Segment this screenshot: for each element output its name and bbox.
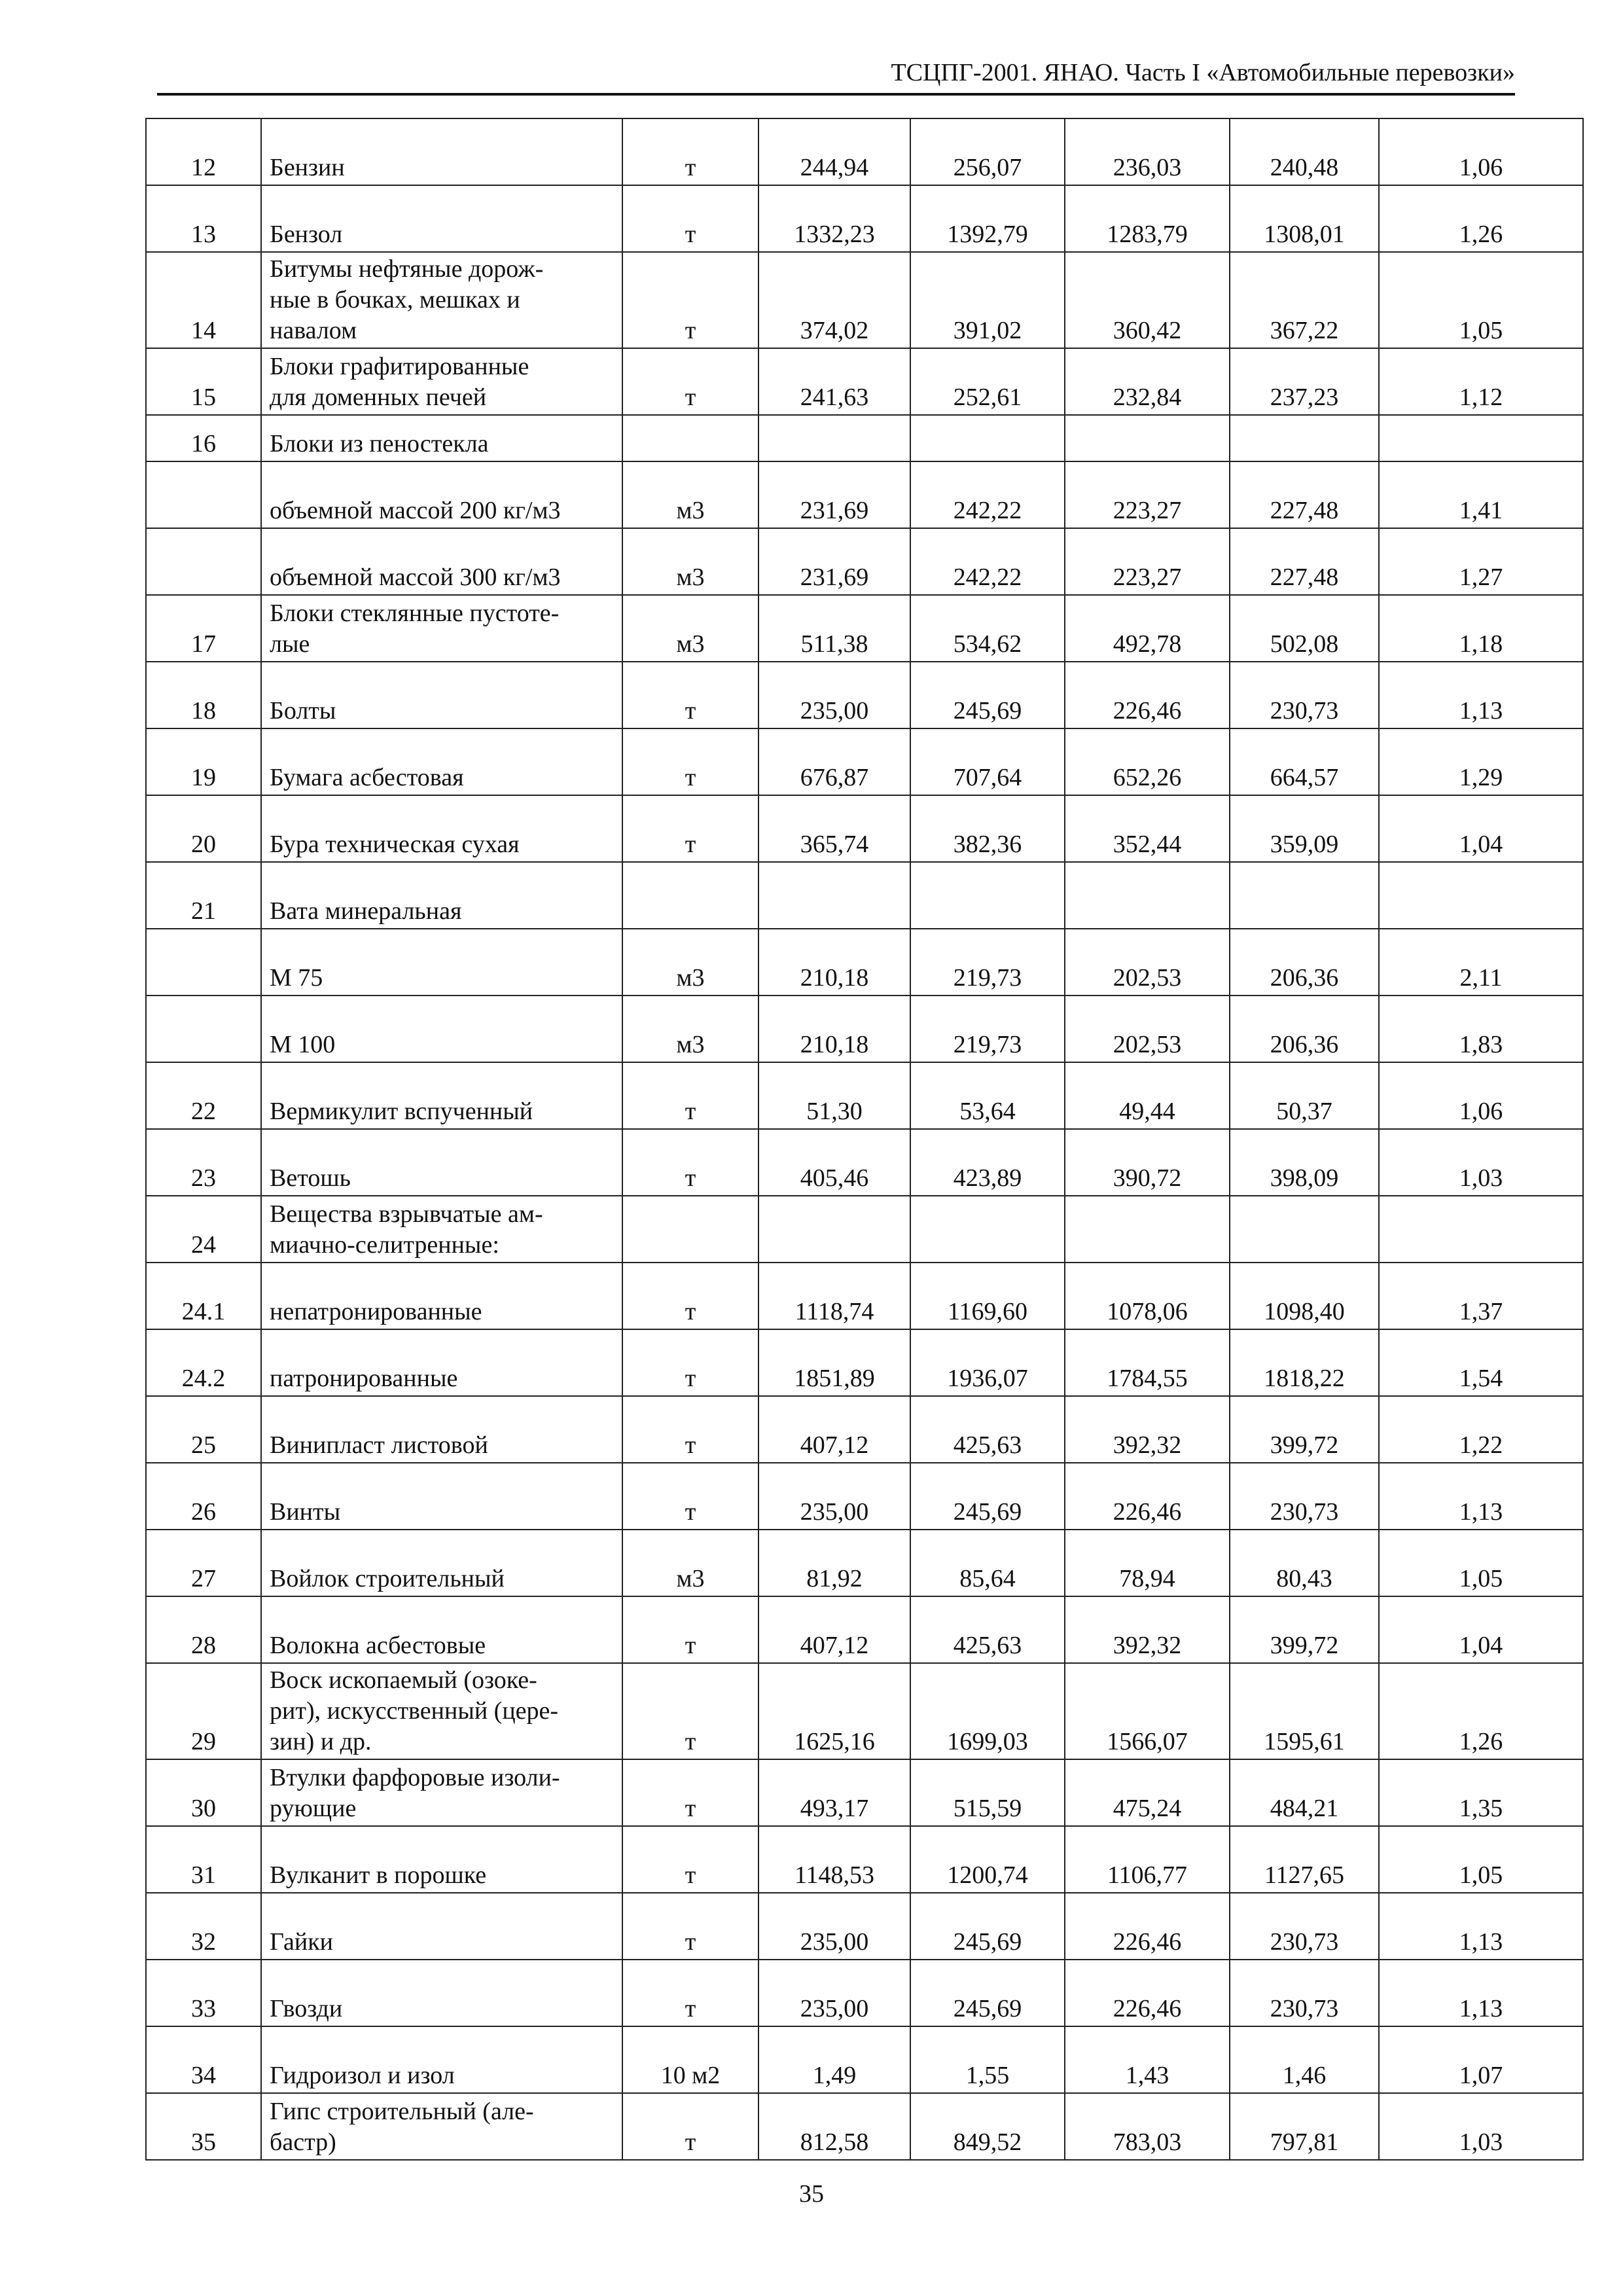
- row-number: 29: [146, 1663, 261, 1759]
- row-number: 34: [146, 2026, 261, 2093]
- value-col-2: 391,02: [910, 252, 1065, 348]
- coefficient: 1,22: [1379, 1396, 1583, 1463]
- table-row: [146, 862, 1583, 929]
- value-col-3: 1106,77: [1065, 1826, 1230, 1893]
- table-row: [146, 1062, 1583, 1129]
- row-number: 22: [146, 1062, 261, 1129]
- row-number: 16: [146, 415, 261, 461]
- material-name: Вулканит в порошке: [261, 1826, 622, 1893]
- coefficient: 1,37: [1379, 1263, 1583, 1329]
- row-number: 26: [146, 1463, 261, 1530]
- value-col-2: 423,89: [910, 1129, 1065, 1196]
- row-number: 32: [146, 1893, 261, 1960]
- row-number: [146, 929, 261, 996]
- value-col-3: 202,53: [1065, 996, 1230, 1062]
- material-name: М 75: [261, 929, 622, 996]
- value-col-4: 230,73: [1230, 662, 1379, 728]
- value-col-3: 1784,55: [1065, 1329, 1230, 1396]
- running-header: ТСЦПГ-2001. ЯНАО. Часть I «Автомобильные перевозки»: [157, 58, 1515, 96]
- coefficient: 1,04: [1379, 1596, 1583, 1663]
- unit-of-measure: т: [622, 1329, 758, 1396]
- value-col-1: 235,00: [758, 1960, 910, 2026]
- value-col-4: 1308,01: [1230, 185, 1379, 252]
- value-col-3: 236,03: [1065, 118, 1230, 185]
- coefficient: 2,11: [1379, 929, 1583, 996]
- value-col-4: 399,72: [1230, 1396, 1379, 1463]
- material-name: Блоки из пеностекла: [261, 415, 622, 461]
- value-col-4: 237,23: [1230, 348, 1379, 415]
- value-col-3: [1065, 862, 1230, 929]
- table-row: [146, 1893, 1583, 1960]
- value-col-2: 53,64: [910, 1062, 1065, 1129]
- row-number: 17: [146, 595, 261, 662]
- material-name: Вата минеральная: [261, 862, 622, 929]
- unit-of-measure: т: [622, 348, 758, 415]
- material-name: Бензин: [261, 118, 622, 185]
- unit-of-measure: т: [622, 662, 758, 728]
- value-col-1: 231,69: [758, 528, 910, 595]
- value-col-2: 382,36: [910, 795, 1065, 862]
- value-col-2: 1200,74: [910, 1826, 1065, 1893]
- material-name: Гайки: [261, 1893, 622, 1960]
- row-number: 20: [146, 795, 261, 862]
- table-row: [146, 185, 1583, 252]
- value-col-4: 206,36: [1230, 929, 1379, 996]
- value-col-3: 392,32: [1065, 1596, 1230, 1663]
- coefficient: 1,05: [1379, 252, 1583, 348]
- value-col-4: 484,21: [1230, 1759, 1379, 1826]
- table-row: [146, 662, 1583, 728]
- row-number: 24: [146, 1196, 261, 1263]
- unit-of-measure: т: [622, 1062, 758, 1129]
- table-row: [146, 1663, 1583, 1759]
- table-row: [146, 996, 1583, 1062]
- value-col-2: 1,55: [910, 2026, 1065, 2093]
- value-col-4: 1127,65: [1230, 1826, 1379, 1893]
- material-name: Болты: [261, 662, 622, 728]
- coefficient: 1,13: [1379, 662, 1583, 728]
- unit-of-measure: т: [622, 1129, 758, 1196]
- table-row: [146, 1596, 1583, 1663]
- coefficient: 1,13: [1379, 1893, 1583, 1960]
- unit-of-measure: [622, 1196, 758, 1263]
- value-col-1: 235,00: [758, 1463, 910, 1530]
- value-col-3: 202,53: [1065, 929, 1230, 996]
- value-col-1: 1851,89: [758, 1329, 910, 1396]
- table-row: [146, 1826, 1583, 1893]
- material-name: Вермикулит вспученный: [261, 1062, 622, 1129]
- coefficient: 1,12: [1379, 348, 1583, 415]
- value-col-4: 398,09: [1230, 1129, 1379, 1196]
- coefficient: 1,13: [1379, 1463, 1583, 1530]
- value-col-4: 230,73: [1230, 1960, 1379, 2026]
- value-col-2: 219,73: [910, 929, 1065, 996]
- coefficient: 1,04: [1379, 795, 1583, 862]
- table-row: [146, 1263, 1583, 1329]
- table-row: [146, 1196, 1583, 1263]
- material-name: Блоки стеклянные пустоте- лые: [261, 595, 622, 662]
- unit-of-measure: т: [622, 1263, 758, 1329]
- value-col-2: 425,63: [910, 1596, 1065, 1663]
- value-col-2: 1392,79: [910, 185, 1065, 252]
- value-col-2: 256,07: [910, 118, 1065, 185]
- table-body: [146, 118, 1583, 2160]
- value-col-1: 407,12: [758, 1396, 910, 1463]
- value-col-2: 425,63: [910, 1396, 1065, 1463]
- value-col-1: 1118,74: [758, 1263, 910, 1329]
- row-number: 31: [146, 1826, 261, 1893]
- row-number: 30: [146, 1759, 261, 1826]
- value-col-1: 493,17: [758, 1759, 910, 1826]
- value-col-4: 227,48: [1230, 461, 1379, 528]
- coefficient: 1,35: [1379, 1759, 1583, 1826]
- value-col-4: 1098,40: [1230, 1263, 1379, 1329]
- table-row: [146, 118, 1583, 185]
- value-col-4: 240,48: [1230, 118, 1379, 185]
- value-col-1: 511,38: [758, 595, 910, 662]
- table-row: [146, 1960, 1583, 2026]
- unit-of-measure: м3: [622, 929, 758, 996]
- coefficient: 1,06: [1379, 1062, 1583, 1129]
- material-name: Вещества взрывчатые ам- миачно-селитренные:: [261, 1196, 622, 1263]
- material-name: Бензол: [261, 185, 622, 252]
- value-col-2: 515,59: [910, 1759, 1065, 1826]
- value-col-2: 245,69: [910, 1893, 1065, 1960]
- value-col-1: 1625,16: [758, 1663, 910, 1759]
- table-row: [146, 1463, 1583, 1530]
- value-col-2: 242,22: [910, 528, 1065, 595]
- table-row: [146, 2026, 1583, 2093]
- value-col-1: 1148,53: [758, 1826, 910, 1893]
- unit-of-measure: т: [622, 252, 758, 348]
- row-number: 28: [146, 1596, 261, 1663]
- row-number: [146, 528, 261, 595]
- table-row: [146, 252, 1583, 348]
- value-col-3: [1065, 415, 1230, 461]
- material-name: Винты: [261, 1463, 622, 1530]
- row-number: 23: [146, 1129, 261, 1196]
- value-col-4: [1230, 415, 1379, 461]
- material-name: объемной массой 200 кг/м3: [261, 461, 622, 528]
- value-col-2: 1936,07: [910, 1329, 1065, 1396]
- value-col-2: 245,69: [910, 1960, 1065, 2026]
- unit-of-measure: т: [622, 1759, 758, 1826]
- value-col-4: 230,73: [1230, 1893, 1379, 1960]
- unit-of-measure: т: [622, 1396, 758, 1463]
- value-col-4: 1595,61: [1230, 1663, 1379, 1759]
- row-number: 24.2: [146, 1329, 261, 1396]
- value-col-4: 797,81: [1230, 2093, 1379, 2160]
- table-row: [146, 1396, 1583, 1463]
- coefficient: [1379, 415, 1583, 461]
- value-col-4: 1818,22: [1230, 1329, 1379, 1396]
- value-col-1: 365,74: [758, 795, 910, 862]
- unit-of-measure: т: [622, 1960, 758, 2026]
- row-number: 33: [146, 1960, 261, 2026]
- coefficient: 1,03: [1379, 2093, 1583, 2160]
- material-name: Винипласт листовой: [261, 1396, 622, 1463]
- coefficient: 1,03: [1379, 1129, 1583, 1196]
- material-name: патронированные: [261, 1329, 622, 1396]
- value-col-3: 392,32: [1065, 1396, 1230, 1463]
- unit-of-measure: [622, 415, 758, 461]
- table-row: [146, 415, 1583, 461]
- unit-of-measure: т: [622, 1663, 758, 1759]
- table-row: [146, 1759, 1583, 1826]
- value-col-3: 223,27: [1065, 528, 1230, 595]
- table-row: [146, 929, 1583, 996]
- row-number: 24.1: [146, 1263, 261, 1329]
- value-col-4: 664,57: [1230, 728, 1379, 795]
- material-name: Волокна асбестовые: [261, 1596, 622, 1663]
- value-col-1: 235,00: [758, 662, 910, 728]
- coefficient: 1,07: [1379, 2026, 1583, 2093]
- value-col-3: 1566,07: [1065, 1663, 1230, 1759]
- coefficient: 1,41: [1379, 461, 1583, 528]
- unit-of-measure: т: [622, 1893, 758, 1960]
- value-col-3: 1283,79: [1065, 185, 1230, 252]
- value-col-1: [758, 415, 910, 461]
- coefficient: 1,54: [1379, 1329, 1583, 1396]
- unit-of-measure: т: [622, 118, 758, 185]
- value-col-1: 210,18: [758, 929, 910, 996]
- value-col-3: 360,42: [1065, 252, 1230, 348]
- unit-of-measure: 10 м2: [622, 2026, 758, 2093]
- row-number: [146, 996, 261, 1062]
- row-number: 15: [146, 348, 261, 415]
- material-name: Бумага асбестовая: [261, 728, 622, 795]
- value-col-3: 390,72: [1065, 1129, 1230, 1196]
- unit-of-measure: т: [622, 1826, 758, 1893]
- material-name: Гипс строительный (але- бастр): [261, 2093, 622, 2160]
- value-col-2: 534,62: [910, 595, 1065, 662]
- value-col-3: 226,46: [1065, 662, 1230, 728]
- value-col-3: 226,46: [1065, 1463, 1230, 1530]
- coefficient: 1,18: [1379, 595, 1583, 662]
- value-col-2: 242,22: [910, 461, 1065, 528]
- unit-of-measure: м3: [622, 1530, 758, 1596]
- value-col-4: 227,48: [1230, 528, 1379, 595]
- table-row: [146, 1329, 1583, 1396]
- value-col-1: 235,00: [758, 1893, 910, 1960]
- table-row: [146, 728, 1583, 795]
- table-row: [146, 348, 1583, 415]
- value-col-1: 244,94: [758, 118, 910, 185]
- material-name: Гвозди: [261, 1960, 622, 2026]
- value-col-3: 226,46: [1065, 1893, 1230, 1960]
- value-col-1: 1,49: [758, 2026, 910, 2093]
- value-col-2: 707,64: [910, 728, 1065, 795]
- coefficient: 1,26: [1379, 185, 1583, 252]
- value-col-3: 49,44: [1065, 1062, 1230, 1129]
- material-name: Битумы нефтяные дорож- ные в бочках, мешках и навалом: [261, 252, 622, 348]
- row-number: 19: [146, 728, 261, 795]
- value-col-1: 405,46: [758, 1129, 910, 1196]
- unit-of-measure: т: [622, 2093, 758, 2160]
- value-col-3: 232,84: [1065, 348, 1230, 415]
- value-col-4: [1230, 862, 1379, 929]
- table-row: [146, 1530, 1583, 1596]
- value-col-3: 78,94: [1065, 1530, 1230, 1596]
- coefficient: 1,13: [1379, 1960, 1583, 2026]
- value-col-4: 359,09: [1230, 795, 1379, 862]
- material-name: непатронированные: [261, 1263, 622, 1329]
- unit-of-measure: т: [622, 795, 758, 862]
- value-col-3: 783,03: [1065, 2093, 1230, 2160]
- material-name: Гидроизол и изол: [261, 2026, 622, 2093]
- coefficient: [1379, 1196, 1583, 1263]
- row-number: 35: [146, 2093, 261, 2160]
- unit-of-measure: [622, 862, 758, 929]
- tariff-table: [145, 118, 1584, 2161]
- coefficient: 1,27: [1379, 528, 1583, 595]
- coefficient: 1,06: [1379, 118, 1583, 185]
- unit-of-measure: м3: [622, 461, 758, 528]
- value-col-3: 1078,06: [1065, 1263, 1230, 1329]
- table-row: [146, 528, 1583, 595]
- material-name: Бура техническая сухая: [261, 795, 622, 862]
- value-col-1: 812,58: [758, 2093, 910, 2160]
- material-name: Ветошь: [261, 1129, 622, 1196]
- value-col-3: 475,24: [1065, 1759, 1230, 1826]
- value-col-1: 81,92: [758, 1530, 910, 1596]
- unit-of-measure: м3: [622, 996, 758, 1062]
- table-row: [146, 795, 1583, 862]
- unit-of-measure: т: [622, 728, 758, 795]
- value-col-1: 51,30: [758, 1062, 910, 1129]
- value-col-1: [758, 862, 910, 929]
- value-col-3: 492,78: [1065, 595, 1230, 662]
- value-col-4: 80,43: [1230, 1530, 1379, 1596]
- value-col-1: 1332,23: [758, 185, 910, 252]
- table-row: [146, 461, 1583, 528]
- material-name: Войлок строительный: [261, 1530, 622, 1596]
- unit-of-measure: т: [622, 1596, 758, 1663]
- value-col-4: 1,46: [1230, 2026, 1379, 2093]
- row-number: [146, 461, 261, 528]
- value-col-2: 1169,60: [910, 1263, 1065, 1329]
- value-col-1: 241,63: [758, 348, 910, 415]
- unit-of-measure: т: [622, 1463, 758, 1530]
- row-number: 12: [146, 118, 261, 185]
- value-col-3: 352,44: [1065, 795, 1230, 862]
- value-col-4: 502,08: [1230, 595, 1379, 662]
- value-col-1: [758, 1196, 910, 1263]
- coefficient: 1,83: [1379, 996, 1583, 1062]
- value-col-1: 231,69: [758, 461, 910, 528]
- value-col-2: 245,69: [910, 662, 1065, 728]
- coefficient: 1,29: [1379, 728, 1583, 795]
- value-col-2: [910, 415, 1065, 461]
- coefficient: [1379, 862, 1583, 929]
- value-col-2: 85,64: [910, 1530, 1065, 1596]
- value-col-4: 50,37: [1230, 1062, 1379, 1129]
- value-col-2: [910, 862, 1065, 929]
- row-number: 18: [146, 662, 261, 728]
- value-col-3: 652,26: [1065, 728, 1230, 795]
- coefficient: 1,05: [1379, 1530, 1583, 1596]
- material-name: Втулки фарфоровые изоли- рующие: [261, 1759, 622, 1826]
- material-name: Блоки графитированные для доменных печей: [261, 348, 622, 415]
- table-row: [146, 595, 1583, 662]
- value-col-1: 210,18: [758, 996, 910, 1062]
- row-number: 27: [146, 1530, 261, 1596]
- material-name: М 100: [261, 996, 622, 1062]
- value-col-1: 676,87: [758, 728, 910, 795]
- unit-of-measure: м3: [622, 528, 758, 595]
- table-row: [146, 2093, 1583, 2160]
- table-row: [146, 1129, 1583, 1196]
- page-number: 35: [799, 2180, 824, 2208]
- value-col-3: 223,27: [1065, 461, 1230, 528]
- value-col-3: 226,46: [1065, 1960, 1230, 2026]
- value-col-3: 1,43: [1065, 2026, 1230, 2093]
- value-col-2: 1699,03: [910, 1663, 1065, 1759]
- value-col-2: 252,61: [910, 348, 1065, 415]
- value-col-2: 245,69: [910, 1463, 1065, 1530]
- unit-of-measure: м3: [622, 595, 758, 662]
- value-col-1: 374,02: [758, 252, 910, 348]
- row-number: 13: [146, 185, 261, 252]
- value-col-3: [1065, 1196, 1230, 1263]
- value-col-2: [910, 1196, 1065, 1263]
- value-col-4: [1230, 1196, 1379, 1263]
- value-col-4: 399,72: [1230, 1596, 1379, 1663]
- value-col-1: 407,12: [758, 1596, 910, 1663]
- row-number: 21: [146, 862, 261, 929]
- coefficient: 1,26: [1379, 1663, 1583, 1759]
- row-number: 14: [146, 252, 261, 348]
- value-col-4: 230,73: [1230, 1463, 1379, 1530]
- value-col-4: 206,36: [1230, 996, 1379, 1062]
- unit-of-measure: т: [622, 185, 758, 252]
- row-number: 25: [146, 1396, 261, 1463]
- material-name: объемной массой 300 кг/м3: [261, 528, 622, 595]
- value-col-2: 849,52: [910, 2093, 1065, 2160]
- coefficient: 1,05: [1379, 1826, 1583, 1893]
- material-name: Воск ископаемый (озоке- рит), искусственный (цере- зин) и др.: [261, 1663, 622, 1759]
- value-col-2: 219,73: [910, 996, 1065, 1062]
- value-col-4: 367,22: [1230, 252, 1379, 348]
